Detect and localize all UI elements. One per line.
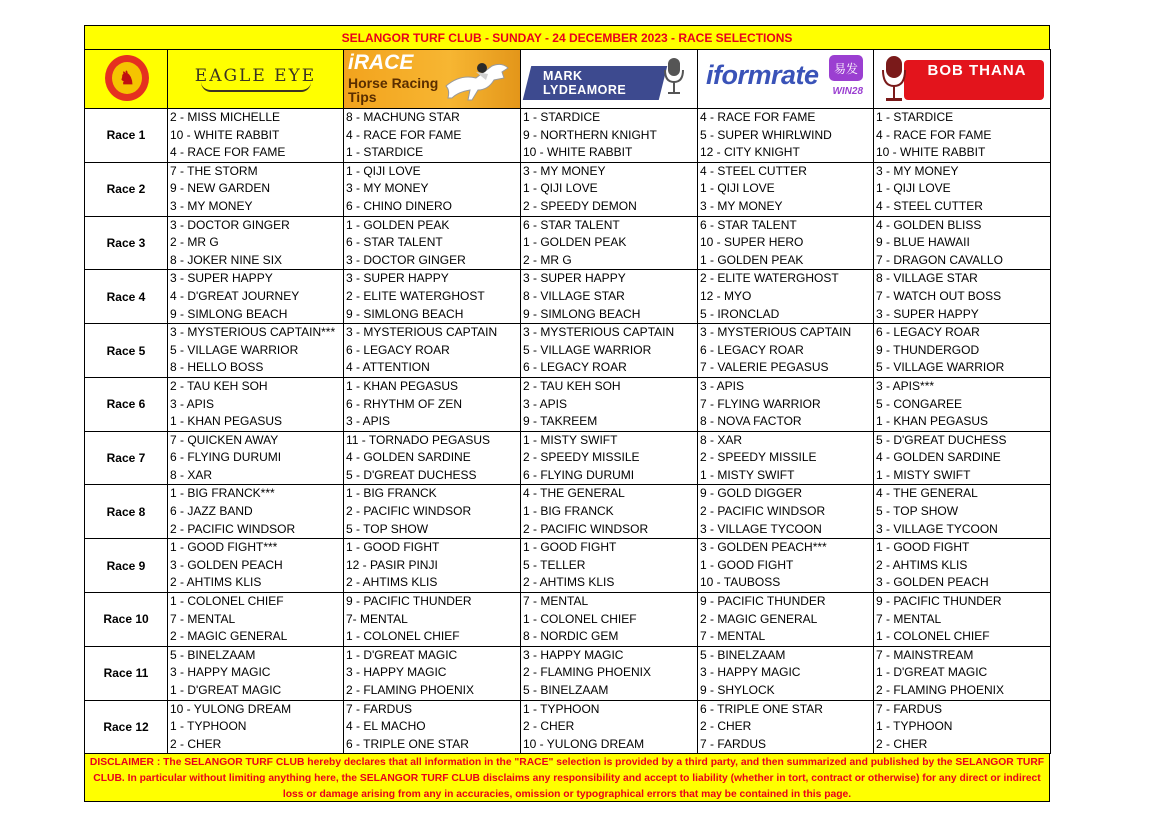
selection-cell xyxy=(344,377,521,431)
selection-cell xyxy=(874,700,1051,754)
selection-pick: 9 - PACIFIC THUNDER xyxy=(876,594,1002,609)
page-title: SELANGOR TURF CLUB - SUNDAY - 24 DECEMBER 2023 - RACE SELECTIONS xyxy=(84,25,1050,49)
selection-pick: 2 - CHER xyxy=(876,736,928,751)
selection-cell xyxy=(874,270,1051,324)
selection-pick: 5 - BINELZAAM xyxy=(700,647,786,662)
selection-cell xyxy=(168,539,344,593)
selection-pick: 2 - MAGIC GENERAL xyxy=(700,611,818,626)
selection-pick: 10 - WHITE RABBIT xyxy=(523,145,633,160)
selection-pick: 8 - NOVA FACTOR xyxy=(700,414,802,429)
selection-cell xyxy=(521,377,698,431)
selection-pick: 5 - BINELZAAM xyxy=(170,647,256,662)
irace-logo xyxy=(344,50,520,108)
selection-pick: 6 - RHYTHM OF ZEN xyxy=(346,396,462,411)
selection-pick: 9 - SHYLOCK xyxy=(700,683,775,697)
selection-pick: 7 - FARDUS xyxy=(876,701,943,716)
selection-pick: 2 - SPEEDY DEMON xyxy=(523,198,637,213)
mark-lydeamore-logo-text: MARK LYDEAMORE xyxy=(543,69,627,97)
selection-pick: 1 - GOLDEN PEAK xyxy=(700,252,804,267)
selection-pick: 10 - WHITE RABBIT xyxy=(876,145,986,160)
selection-pick: 1 - STARDICE xyxy=(876,110,954,124)
selection-pick: 1 - TYPHOON xyxy=(523,701,600,716)
race-row xyxy=(85,324,1051,378)
selection-pick: 2 - CHER xyxy=(170,736,222,751)
selection-pick: 2 - PACIFIC WINDSOR xyxy=(523,521,649,536)
iformrate-logo xyxy=(698,50,873,108)
selection-cell xyxy=(344,646,521,700)
selection-cell xyxy=(168,700,344,754)
selection-cell xyxy=(521,216,698,270)
selection-pick: 6 - JAZZ BAND xyxy=(170,504,253,519)
selection-pick: 5 - TOP SHOW xyxy=(876,504,959,519)
selection-pick: 3 - MY MONEY xyxy=(700,198,783,213)
selection-pick: 2 - AHTIMS KLIS xyxy=(876,557,968,572)
selection-pick: 7 - FLYING WARRIOR xyxy=(700,396,821,411)
selection-pick: 1 - BIG FRANCK xyxy=(523,504,614,519)
selection-pick: 1 - QIJI LOVE xyxy=(523,181,598,196)
selection-pick: 9 - GOLD DIGGER xyxy=(700,486,803,501)
selection-cell xyxy=(521,162,698,216)
disclaimer: DISCLAIMER : The SELANGOR TURF CLUB hereby declares that all information in the "RACE" selection is provided by a third party, and then summarized and published by the SELANGOR TURF CLUB. In particular without limiting anything here, the SELANGOR TURF CLUB disclaims any responsibility and accept to liability (whether in tort, contract or otherwise) for any direct or indirect loss or damage arising from any in accuracies, omission or typographical errors that may be contained in this page. xyxy=(84,754,1050,802)
selection-pick: 8 - HELLO BOSS xyxy=(170,360,264,375)
microphone-icon xyxy=(880,54,908,104)
selection-pick: 1 - KHAN PEGASUS xyxy=(170,414,283,429)
selection-pick: 1 - GOOD FIGHT*** xyxy=(170,540,278,555)
selection-cell xyxy=(344,324,521,378)
selection-pick: 6 - FLYING DURUMI xyxy=(523,467,635,482)
selection-pick: 6 - LEGACY ROAR xyxy=(523,360,627,375)
selection-pick: 6 - TRIPLE ONE STAR xyxy=(346,736,469,751)
selection-pick: 9 - PACIFIC THUNDER xyxy=(346,594,472,609)
selection-pick: 2 - TAU KEH SOH xyxy=(523,378,621,393)
selection-pick: 1 - KHAN PEGASUS xyxy=(876,414,989,429)
selection-pick: 3 - HAPPY MAGIC xyxy=(346,665,447,680)
race-row xyxy=(85,539,1051,593)
selection-cell xyxy=(874,162,1051,216)
race-row xyxy=(85,700,1051,754)
selection-pick: 3 - DOCTOR GINGER xyxy=(170,217,290,232)
selection-pick: 3 - APIS xyxy=(346,414,391,429)
selection-pick: 10 - SUPER HERO xyxy=(700,235,804,250)
selection-pick: 5 - VILLAGE WARRIOR xyxy=(170,342,299,357)
selection-pick: 2 - SPEEDY MISSILE xyxy=(523,450,640,465)
bob-thana-logo xyxy=(874,50,1050,108)
microphone-icon xyxy=(663,56,685,96)
selection-cell xyxy=(168,109,344,163)
selection-pick: 6 - CHINO DINERO xyxy=(346,198,453,213)
selection-cell xyxy=(168,485,344,539)
selection-pick: 2 - AHTIMS KLIS xyxy=(523,575,615,590)
selection-cell xyxy=(698,700,874,754)
selection-cell xyxy=(168,593,344,647)
selection-pick: 4 - RACE FOR FAME xyxy=(346,127,462,142)
selection-cell xyxy=(521,485,698,539)
selection-pick: 5 - D'GREAT DUCHESS xyxy=(876,432,1007,447)
selection-pick: 12 - PASIR PINJI xyxy=(346,557,438,572)
selection-pick: 1 - GOOD FIGHT xyxy=(346,540,440,555)
iformrate-logo-subtext: WIN28 xyxy=(832,86,863,97)
selection-pick: 2 - ELITE WATERGHOST xyxy=(700,271,839,286)
selection-pick: 4 - EL MACHO xyxy=(346,719,426,734)
selection-cell xyxy=(168,270,344,324)
race-row xyxy=(85,431,1051,485)
selection-pick: 8 - JOKER NINE SIX xyxy=(170,252,283,267)
selection-pick: 4 - STEEL CUTTER xyxy=(700,163,807,178)
tipster-logo-row xyxy=(85,50,1051,109)
selection-pick: 1 - STARDICE xyxy=(523,110,601,124)
selection-pick: 6 - TRIPLE ONE STAR xyxy=(700,701,823,716)
selection-pick: 1 - GOOD FIGHT xyxy=(523,540,617,555)
selection-cell xyxy=(168,216,344,270)
race-label: Race 7 xyxy=(85,431,168,485)
selection-pick: 2 - AHTIMS KLIS xyxy=(346,575,438,590)
selection-pick: 2 - MISS MICHELLE xyxy=(170,110,281,124)
race-label: Race 4 xyxy=(85,270,168,324)
tipster-mark-lydeamore xyxy=(521,50,698,109)
selection-pick: 4 - GOLDEN SARDINE xyxy=(876,450,1001,465)
selection-pick: 7 - DRAGON CAVALLO xyxy=(876,252,1003,267)
selection-pick: 1 - D'GREAT MAGIC xyxy=(876,665,988,680)
selection-pick: 9 - SIMLONG BEACH xyxy=(523,306,641,321)
race-label: Race 10 xyxy=(85,593,168,647)
selection-cell xyxy=(874,593,1051,647)
selection-pick: 4 - THE GENERAL xyxy=(876,486,978,501)
selection-cell xyxy=(698,593,874,647)
selection-pick: 1 - COLONEL CHIEF xyxy=(346,629,460,644)
selection-cell xyxy=(344,700,521,754)
selection-pick: 5 - VILLAGE WARRIOR xyxy=(523,342,652,357)
selection-cell xyxy=(874,431,1051,485)
selection-cell xyxy=(698,162,874,216)
selection-cell xyxy=(698,270,874,324)
selection-pick: 6 - LEGACY ROAR xyxy=(876,325,980,340)
selection-pick: 3 - MY MONEY xyxy=(876,163,959,178)
selection-pick: 3 - GOLDEN PEACH*** xyxy=(700,540,827,555)
race-label: Race 8 xyxy=(85,485,168,539)
selection-pick: 1 - KHAN PEGASUS xyxy=(346,378,459,393)
selection-pick: 4 - ATTENTION xyxy=(346,360,430,375)
selection-pick: 9 - NEW GARDEN xyxy=(170,181,271,196)
selection-pick: 7- MENTAL xyxy=(346,611,408,626)
selection-pick: 1 - QIJI LOVE xyxy=(700,181,775,196)
selection-pick: 8 - NORDIC GEM xyxy=(523,629,619,644)
selection-pick: 5 - IRONCLAD xyxy=(700,306,780,321)
selection-pick: 1 - QIJI LOVE xyxy=(346,163,421,178)
bob-thana-logo-text: BOB THANA xyxy=(927,62,1027,79)
selection-pick: 4 - RACE FOR FAME xyxy=(700,110,816,124)
selection-pick: 5 - VILLAGE WARRIOR xyxy=(876,360,1005,375)
selection-pick: 5 - D'GREAT DUCHESS xyxy=(346,467,477,482)
race-row xyxy=(85,593,1051,647)
selection-pick: 6 - STAR TALENT xyxy=(700,217,797,232)
selection-pick: 5 - CONGAREE xyxy=(876,396,963,411)
selection-cell xyxy=(874,646,1051,700)
race-row xyxy=(85,377,1051,431)
selection-pick: 3 - MYSTERIOUS CAPTAIN xyxy=(700,325,852,340)
selection-pick: 1 - TYPHOON xyxy=(876,719,953,734)
selection-pick: 7 - FARDUS xyxy=(346,701,413,716)
selection-cell xyxy=(698,377,874,431)
selection-pick: 1 - QIJI LOVE xyxy=(876,181,951,196)
race-label: Race 11 xyxy=(85,646,168,700)
race-row xyxy=(85,216,1051,270)
race-row xyxy=(85,162,1051,216)
selection-pick: 3 - HAPPY MAGIC xyxy=(170,665,271,680)
selangor-turf-club-logo-cell xyxy=(85,50,168,109)
selection-pick: 2 - FLAMING PHOENIX xyxy=(346,683,475,697)
race-label: Race 9 xyxy=(85,539,168,593)
horse-icon xyxy=(442,56,514,102)
race-row xyxy=(85,109,1051,163)
selection-pick: 7 - WATCH OUT BOSS xyxy=(876,288,1002,303)
selection-pick: 3 - APIS*** xyxy=(876,378,935,393)
selection-pick: 10 - YULONG DREAM xyxy=(170,701,292,716)
selection-pick: 1 - COLONEL CHIEF xyxy=(170,594,284,609)
selection-pick: 2 - CHER xyxy=(700,719,752,734)
selection-pick: 3 - SUPER HAPPY xyxy=(523,271,626,286)
selection-pick: 1 - GOOD FIGHT xyxy=(700,557,794,572)
selection-cell xyxy=(698,485,874,539)
selection-pick: 1 - BIG FRANCK xyxy=(346,486,437,501)
selection-pick: 9 - PACIFIC THUNDER xyxy=(700,594,826,609)
selection-pick: 1 - GOLDEN PEAK xyxy=(346,217,450,232)
race-row xyxy=(85,646,1051,700)
selection-pick: 11 - TORNADO PEGASUS xyxy=(346,432,491,447)
selection-pick: 4 - RACE FOR FAME xyxy=(876,127,992,142)
selection-pick: 2 - SPEEDY MISSILE xyxy=(700,450,817,465)
iformrate-logo-text: iformrate xyxy=(706,60,819,90)
selection-pick: 3 - MYSTERIOUS CAPTAIN*** xyxy=(170,325,336,340)
tipster-eagle-eye xyxy=(168,50,344,109)
race-row xyxy=(85,485,1051,539)
selection-pick: 2 - MAGIC GENERAL xyxy=(170,629,288,644)
selection-pick: 8 - XAR xyxy=(170,467,213,482)
selection-cell xyxy=(168,324,344,378)
selection-pick: 2 - PACIFIC WINDSOR xyxy=(700,504,826,519)
selection-pick: 8 - XAR xyxy=(700,432,743,447)
selection-pick: 10 - WHITE RABBIT xyxy=(170,127,280,142)
selection-cell xyxy=(344,593,521,647)
selection-pick: 5 - BINELZAAM xyxy=(523,683,609,697)
selection-cell xyxy=(521,109,698,163)
selection-pick: 7 - MENTAL xyxy=(700,629,766,644)
selection-pick: 2 - FLAMING PHOENIX xyxy=(523,665,652,680)
selection-pick: 1 - BIG FRANCK*** xyxy=(170,486,275,501)
selection-pick: 7 - MENTAL xyxy=(523,594,589,609)
selection-cell xyxy=(874,539,1051,593)
selection-pick: 2 - CHER xyxy=(523,719,575,734)
selection-pick: 3 - HAPPY MAGIC xyxy=(523,647,624,662)
selection-cell xyxy=(168,162,344,216)
selection-pick: 2 - ELITE WATERGHOST xyxy=(346,288,485,303)
race-label: Race 6 xyxy=(85,377,168,431)
selection-pick: 3 - DOCTOR GINGER xyxy=(346,252,466,267)
selection-cell xyxy=(698,216,874,270)
selection-pick: 3 - GOLDEN PEACH xyxy=(170,557,283,572)
race-label: Race 2 xyxy=(85,162,168,216)
selection-pick: 2 - FLAMING PHOENIX xyxy=(876,683,1005,697)
selection-pick: 3 - MYSTERIOUS CAPTAIN xyxy=(346,325,498,340)
selection-pick: 2 - MR G xyxy=(170,235,219,250)
selection-cell xyxy=(344,216,521,270)
selection-pick: 1 - D'GREAT MAGIC xyxy=(170,683,282,697)
selection-cell xyxy=(874,109,1051,163)
selection-pick: 1 - GOLDEN PEAK xyxy=(523,235,627,250)
selection-pick: 10 - YULONG DREAM xyxy=(523,736,645,751)
selection-pick: 6 - STAR TALENT xyxy=(346,235,443,250)
selection-pick: 8 - VILLAGE STAR xyxy=(876,271,978,286)
selection-cell xyxy=(344,162,521,216)
selection-pick: 10 - TAUBOSS xyxy=(700,575,781,590)
selection-pick: 12 - MYO xyxy=(700,288,752,303)
race-label: Race 3 xyxy=(85,216,168,270)
selections-table xyxy=(84,49,1051,754)
selection-cell xyxy=(344,431,521,485)
selection-cell xyxy=(344,539,521,593)
selection-pick: 3 - APIS xyxy=(170,396,215,411)
selection-pick: 7 - FARDUS xyxy=(700,736,767,751)
selection-cell xyxy=(874,485,1051,539)
selection-pick: 8 - VILLAGE STAR xyxy=(523,288,625,303)
selection-pick: 3 - VILLAGE TYCOON xyxy=(700,521,822,536)
selection-pick: 7 - MENTAL xyxy=(876,611,942,626)
selection-pick: 3 - VILLAGE TYCOON xyxy=(876,521,998,536)
selection-pick: 3 - SUPER HAPPY xyxy=(170,271,273,286)
selection-pick: 6 - LEGACY ROAR xyxy=(700,342,804,357)
selection-pick: 6 - STAR TALENT xyxy=(523,217,620,232)
tipster-iformrate xyxy=(698,50,874,109)
selection-pick: 2 - PACIFIC WINDSOR xyxy=(346,504,472,519)
eagle-eye-logo-text: EAGLE EYE xyxy=(194,66,317,86)
selection-cell xyxy=(521,646,698,700)
iformrate-logo-badge: 易发 xyxy=(829,55,863,81)
selection-cell xyxy=(168,431,344,485)
tipster-bob-thana xyxy=(874,50,1051,109)
selection-pick: 2 - AHTIMS KLIS xyxy=(170,575,262,590)
selection-pick: 9 - THUNDERGOD xyxy=(876,342,980,357)
selection-cell xyxy=(521,270,698,324)
selection-cell xyxy=(521,324,698,378)
selection-pick: 1 - MISTY SWIFT xyxy=(700,467,795,482)
selection-pick: 1 - TYPHOON xyxy=(170,719,247,734)
selection-pick: 9 - NORTHERN KNIGHT xyxy=(523,127,657,142)
selection-pick: 4 - GOLDEN SARDINE xyxy=(346,450,471,465)
selection-pick: 9 - SIMLONG BEACH xyxy=(346,306,464,321)
selection-cell xyxy=(521,539,698,593)
selection-cell xyxy=(168,646,344,700)
irace-logo-subtext: Horse Racing Tips xyxy=(348,75,439,105)
selection-cell xyxy=(698,324,874,378)
selection-pick: 8 - MACHUNG STAR xyxy=(346,110,460,124)
race-label: Race 5 xyxy=(85,324,168,378)
selection-pick: 1 - MISTY SWIFT xyxy=(523,432,618,447)
selection-pick: 7 - MENTAL xyxy=(170,611,236,626)
selection-pick: 3 - MYSTERIOUS CAPTAIN xyxy=(523,325,675,340)
selection-pick: 3 - HAPPY MAGIC xyxy=(700,665,801,680)
selection-pick: 3 - MY MONEY xyxy=(170,198,253,213)
selection-cell xyxy=(698,431,874,485)
selangor-turf-club-logo: ♞ xyxy=(105,55,149,101)
selection-pick: 9 - BLUE HAWAII xyxy=(876,235,970,250)
selection-pick: 9 - TAKREEM xyxy=(523,414,598,429)
selection-cell xyxy=(874,324,1051,378)
selection-pick: 4 - D'GREAT JOURNEY xyxy=(170,288,300,303)
selection-pick: 3 - MY MONEY xyxy=(523,163,606,178)
selection-cell xyxy=(698,646,874,700)
selection-pick: 5 - TELLER xyxy=(523,557,586,572)
selection-cell xyxy=(521,593,698,647)
race-label: Race 12 xyxy=(85,700,168,754)
mark-lydeamore-logo xyxy=(521,50,697,108)
selection-pick: 3 - MY MONEY xyxy=(346,181,429,196)
selection-cell xyxy=(168,377,344,431)
selection-pick: 7 - QUICKEN AWAY xyxy=(170,432,279,447)
selection-cell xyxy=(521,431,698,485)
selection-pick: 2 - TAU KEH SOH xyxy=(170,378,268,393)
selection-pick: 6 - FLYING DURUMI xyxy=(170,450,282,465)
selection-cell xyxy=(344,485,521,539)
selection-pick: 1 - MISTY SWIFT xyxy=(876,467,971,482)
selection-pick: 7 - THE STORM xyxy=(170,163,258,178)
selection-pick: 7 - MAINSTREAM xyxy=(876,647,974,662)
selection-pick: 3 - SUPER HAPPY xyxy=(346,271,449,286)
selection-pick: 1 - STARDICE xyxy=(346,145,424,160)
selection-pick: 4 - RACE FOR FAME xyxy=(170,145,286,160)
selection-pick: 5 - TOP SHOW xyxy=(346,521,429,536)
selection-pick: 3 - APIS xyxy=(523,396,568,411)
selection-pick: 1 - COLONEL CHIEF xyxy=(523,611,637,626)
selection-pick: 3 - GOLDEN PEACH xyxy=(876,575,989,590)
selection-pick: 4 - THE GENERAL xyxy=(523,486,625,501)
selection-pick: 5 - SUPER WHIRLWIND xyxy=(700,127,832,142)
selection-cell xyxy=(698,539,874,593)
selection-cell xyxy=(521,700,698,754)
selection-pick: 3 - SUPER HAPPY xyxy=(876,306,979,321)
selection-pick: 1 - COLONEL CHIEF xyxy=(876,629,990,644)
selection-pick: 1 - D'GREAT MAGIC xyxy=(346,647,458,662)
race-selections-sheet xyxy=(84,25,1050,802)
selection-pick: 9 - SIMLONG BEACH xyxy=(170,306,288,321)
selection-pick: 4 - GOLDEN BLISS xyxy=(876,217,982,232)
selection-pick: 1 - GOOD FIGHT xyxy=(876,540,970,555)
race-row xyxy=(85,270,1051,324)
selection-cell xyxy=(698,109,874,163)
selection-pick: 2 - PACIFIC WINDSOR xyxy=(170,521,296,536)
eagle-eye-logo xyxy=(168,50,343,108)
irace-logo-text: iRACE xyxy=(348,51,414,74)
selection-pick: 12 - CITY KNIGHT xyxy=(700,145,800,160)
selection-pick: 3 - APIS xyxy=(700,378,745,393)
selection-cell xyxy=(344,270,521,324)
race-label: Race 1 xyxy=(85,109,168,163)
selection-cell xyxy=(344,109,521,163)
selection-pick: 6 - LEGACY ROAR xyxy=(346,342,450,357)
selection-pick: 2 - MR G xyxy=(523,252,572,267)
selection-pick: 4 - STEEL CUTTER xyxy=(876,198,983,213)
selection-cell xyxy=(874,377,1051,431)
tipster-irace xyxy=(344,50,521,109)
selection-pick: 7 - VALERIE PEGASUS xyxy=(700,360,829,375)
selection-cell xyxy=(874,216,1051,270)
